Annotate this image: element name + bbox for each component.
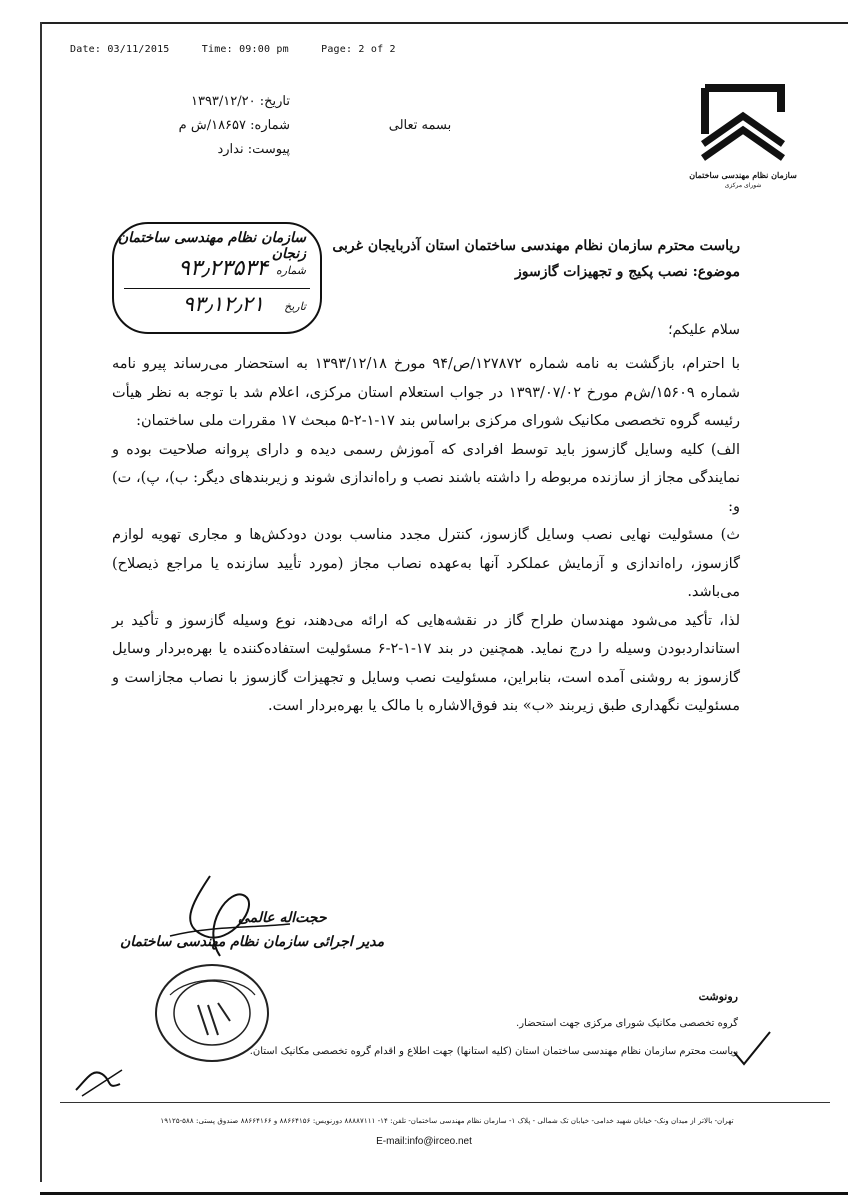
footer-address: تهران- بالاتر از میدان ونک- خیابان شهید خدامی- خیابان تک شمالی - پلاک ۱- سازمان نظام مهندسی ساختمان- تلفن: ۱۴- ۸۸۸۸۷۱۱۱ دورنویس: ۸۸۶۶۴۱۵۶ و ۸۸۶۶۴۱۶۶ صندوق پستی: ۵۸۸-۱۹۱۲۵ xyxy=(160,1116,734,1125)
stamp-org: سازمان نظام مهندسی ساختمان زنجان xyxy=(117,230,306,262)
fax-header xyxy=(70,44,422,55)
logo-sub: شورای مرکزی xyxy=(724,182,762,189)
recipient: ریاست محترم سازمان نظام مهندسی ساختمان استان آذربایجان غربی xyxy=(332,238,740,254)
footer-email: E-mail:info@irceo.net xyxy=(376,1136,472,1147)
body-paragraph-conclusion: لذا، تأکید می‌شود مهندسان طراح گاز در نقشه‌هایی که ارائه می‌دهند، نوع وسیله گازسوز و تأکید بر استانداردبودن وسیله را درج نماید. همچنین در بند ۱۷-۱-۲-۶ مسئولیت استفاده‌کننده یا بهره‌بردار وسایل گازسوز به روشنی آمده است، بنابراین، مسئولیت نصب وسایل و تجهیزات گازسوز با نصاب مجازاست و مسئولیت نگهداری طبق زیربند «ب» بند فوق‌الاشاره با مالک یا بهره‌بردار است. xyxy=(112,612,740,714)
signatory-name: حجت‌اله عالمی xyxy=(238,910,327,926)
stamp-date-label: تاریخ xyxy=(284,300,306,313)
page-bottom-border xyxy=(40,1192,848,1195)
stamp-number: ۹۳٫۲۳۵۳۴ xyxy=(178,256,268,281)
greeting: سلام علیکم؛ xyxy=(668,322,740,338)
checkmark-icon xyxy=(732,1030,772,1068)
cc-line-1: گروه تخصصی مکانیک شورای مرکزی جهت استحضار. xyxy=(516,1018,738,1029)
logo-name: سازمان نظام مهندسی ساختمان xyxy=(689,170,797,180)
letter-body xyxy=(112,350,740,721)
signatory-title: مدیر اجرائی سازمان نظام مهندسی ساختمان xyxy=(120,934,385,950)
handwritten-initials-icon xyxy=(72,1060,132,1100)
stamp-number-label: شماره xyxy=(275,264,306,277)
basmala: بسمه تعالی xyxy=(388,118,452,133)
subject: موضوع: نصب پکیج و تجهیزات گازسوز xyxy=(515,264,740,280)
stamp-divider xyxy=(124,288,310,289)
letter-meta xyxy=(90,90,290,162)
letter-attachment: پیوست: ندارد xyxy=(217,142,290,157)
received-stamp xyxy=(112,222,322,334)
letter-date: تاریخ: ۱۳۹۳/۱۲/۲۰ xyxy=(190,94,290,109)
page-left-border xyxy=(40,22,42,1182)
fax-date: Date: 03/11/2015 xyxy=(70,44,170,55)
fax-page: Page: 2 of 2 xyxy=(321,44,396,55)
organization-logo xyxy=(688,82,798,189)
body-paragraph-th: ث) مسئولیت نهایی نصب وسایل گازسوز، کنترل مجدد مناسب بودن دودکش‌ها و مجاری تهویه لوازم گازسوز، راه‌اندازی و آزمایش عملکرد آنها به‌عهده نصاب مجاز (مورد تأیید سازنده یا مراجع ذیصلاح) می‌باشد. xyxy=(112,527,740,600)
page-top-border xyxy=(40,22,848,24)
letter-number: شماره: ۱۸۶۵۷/ش م xyxy=(178,118,290,133)
cc-title: رونوشت xyxy=(698,990,738,1003)
logo-mark-icon xyxy=(695,82,791,168)
cc-line-2: ریاست محترم سازمان نظام مهندسی ساختمان استان (کلیه استانها) جهت اطلاع و اقدام گروه تخصصی مکانیک استان. xyxy=(249,1046,738,1057)
footer-rule xyxy=(60,1102,830,1103)
body-paragraph-a: الف) کلیه وسایل گازسوز باید توسط افرادی که آموزش رسمی دیده و دارای پروانه صلاحیت بوده و نمایندگی مجاز از سازنده مربوطه را داشته باشند نصب و راه‌اندازی شوند و زیربندهای دیگر: ب)، پ)، ت) و: xyxy=(112,441,740,515)
fax-time: Time: 09:00 pm xyxy=(201,44,289,55)
body-paragraph-intro: با احترام، بازگشت به نامه شماره ۱۲۷۸۷۲/ص/۹۴ مورخ ۱۳۹۳/۱۲/۱۸ به استحضار می‌رساند پیرو نامه شماره ۱۵۶۰۹/ش‌م مورخ ۱۳۹۳/۰۷/۰۲ در جواب استعلام استان مرکزی، اعلام شد با توجه به نظر هیأت رئیسه گروه تخصصی مکانیک شورای مرکزی براساس بند ۱۷-۱-۲-۵ مبحث ۱۷ مقررات ملی ساختمان: xyxy=(112,356,740,429)
stamp-date: ۹۳٫۱۲٫۲۱ xyxy=(182,292,264,316)
